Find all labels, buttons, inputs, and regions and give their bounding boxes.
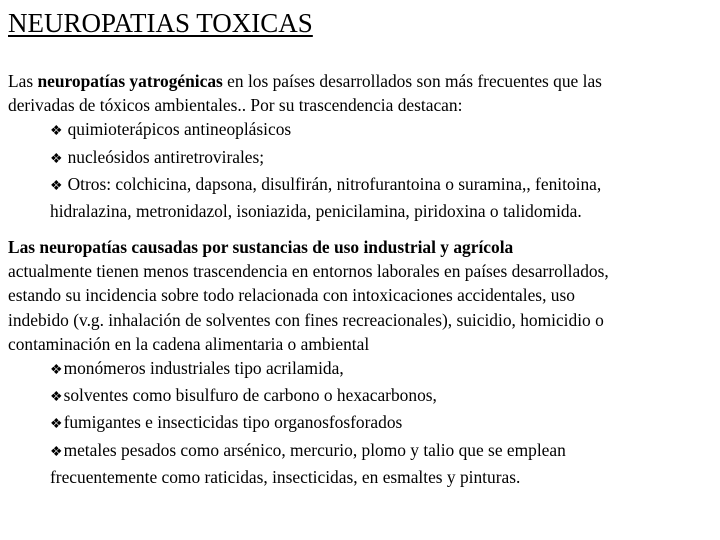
body-line: indebido (v.g. inhalación de solventes con fines recreacionales), suicidio, homicidio o [8, 309, 604, 330]
intro-line-1 [8, 69, 720, 93]
diamond-bullet-icon: ❖ [50, 444, 63, 460]
section-heading [8, 235, 720, 259]
list-item-text: metales pesados como arsénico, mercurio, plomo y talio que se emplean [63, 439, 566, 460]
list-item [8, 117, 720, 144]
diamond-bullet-icon: ❖ [50, 124, 63, 140]
list-item [8, 356, 720, 383]
diamond-bullet-icon: ❖ [50, 390, 63, 406]
list-item-text: fumigantes e insecticidas tipo organosfosforados [63, 412, 403, 433]
intro-prefix: Las [8, 71, 38, 91]
page-title: NEUROPATIAS TOXICAS [8, 8, 313, 38]
diamond-bullet-icon: ❖ [50, 178, 63, 194]
list-item-text: solventes como bisulfuro de carbono o hexacarbonos, [63, 385, 437, 406]
intro-line-2: derivadas de tóxicos ambientales.. Por su trascendencia destacan: [8, 95, 463, 116]
body-line: actualmente tienen menos trascendencia en entornos laborales en países desarrollados, [8, 261, 609, 282]
section-heading-bold: Las neuropatías causadas por sustancias de uso industrial y agrícola [8, 237, 514, 257]
list-item-text: Otros: colchicina, dapsona, disulfirán, nitrofurantoina o suramina,, fenitoina, [67, 173, 602, 194]
list-item-continuation: frecuentemente como raticidas, insecticidas, en esmaltes y pinturas. [50, 466, 521, 487]
list-item-text: monómeros industriales tipo acrilamida, [63, 358, 344, 379]
list-item-continuation: hidralazina, metronidazol, isoniazida, penicilamina, piridoxina o talidomida. [50, 201, 582, 222]
list-item-text: quimioterápicos antineoplásicos [67, 119, 292, 140]
diamond-bullet-icon: ❖ [50, 363, 63, 379]
diamond-bullet-icon: ❖ [50, 417, 63, 433]
intro-suffix: en los países desarrollados son más frecuentes que las [222, 71, 602, 91]
body-line: contaminación en la cadena alimentaria o ambiental [8, 333, 370, 354]
intro-bold-term: neuropatías yatrogénicas [37, 71, 223, 91]
list-item [8, 172, 720, 199]
diamond-bullet-icon: ❖ [50, 151, 63, 167]
industrial-section [8, 235, 720, 489]
list-item-text: nucleósidos antiretrovirales; [67, 146, 265, 167]
iatrogenic-section [8, 69, 720, 223]
list-item [8, 410, 720, 437]
list-item [8, 438, 720, 465]
list-item [8, 145, 720, 172]
list-item [8, 383, 720, 410]
body-line: estando su incidencia sobre todo relacionada con intoxicaciones accidentales, uso [8, 285, 575, 306]
